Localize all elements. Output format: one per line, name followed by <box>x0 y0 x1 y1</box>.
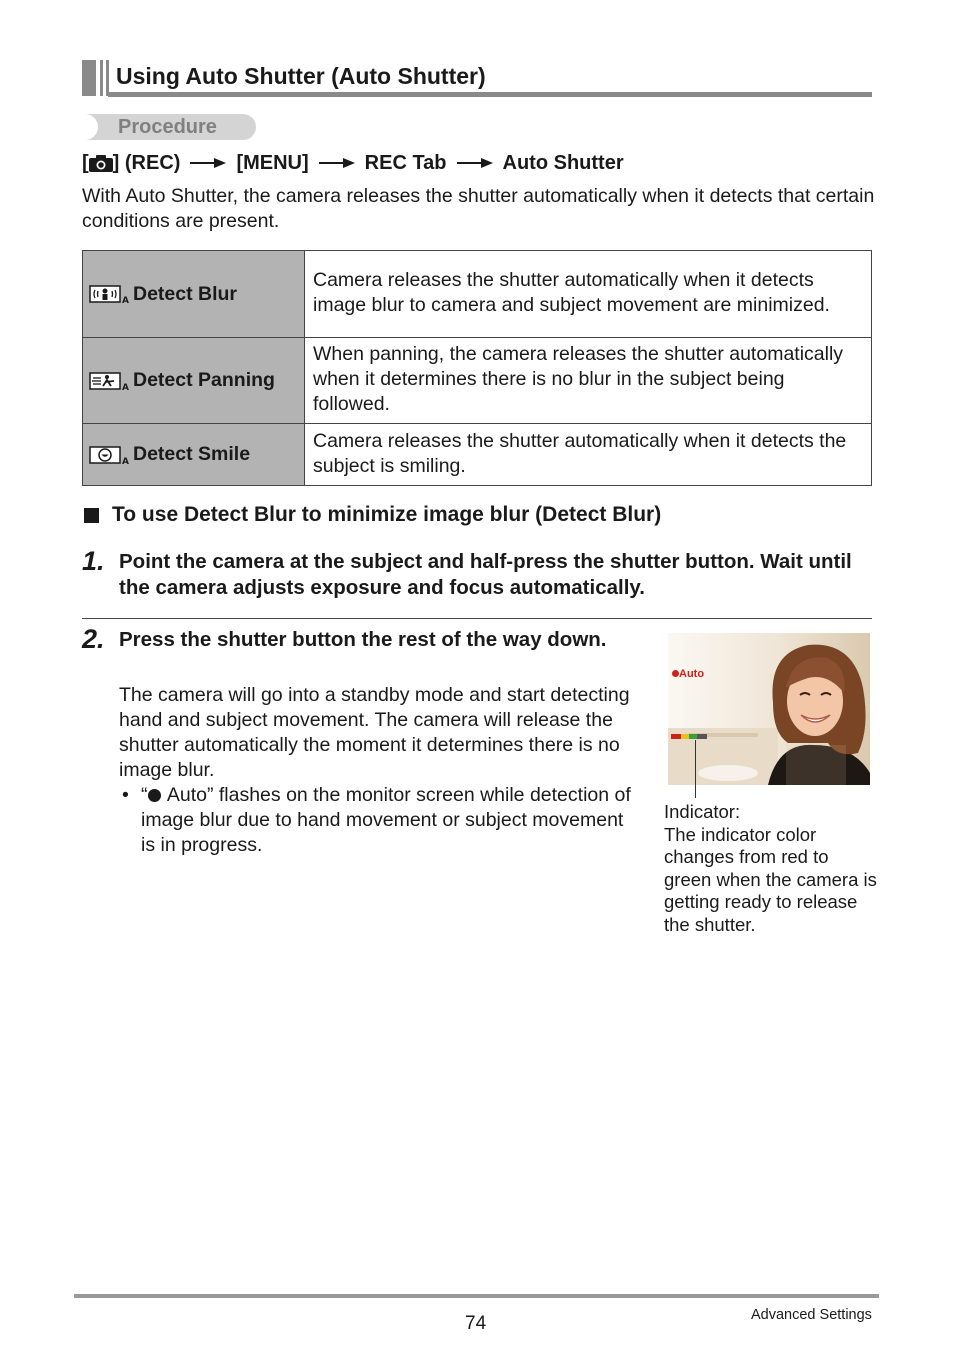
option-description: Camera releases the shutter automatically when it detects image blur to camera and subject movement are minimized. <box>305 251 872 338</box>
option-label-cell <box>83 338 305 424</box>
subheading <box>84 500 661 530</box>
indicator-caption <box>664 801 879 936</box>
intro-paragraph: With Auto Shutter, the camera releases the shutter automatically when it detects that certain conditions are present. <box>82 185 875 232</box>
arrow-right-icon <box>457 157 493 169</box>
caption-title: Indicator: <box>664 801 741 822</box>
detect-blur-icon <box>89 284 129 304</box>
step-instruction: Press the shutter button the rest of the way down. <box>119 628 607 651</box>
bullet-mark: • <box>122 784 129 806</box>
option-label: Detect Blur <box>133 282 238 305</box>
table-row <box>83 251 872 338</box>
detect-smile-icon <box>89 445 129 465</box>
table-row <box>83 424 872 486</box>
option-description: When panning, the camera releases the shutter automatically when it determines there is no blur in the subject being followed. <box>305 338 872 424</box>
record-dot-icon <box>148 789 161 802</box>
step-number: 2. <box>82 624 105 654</box>
svg-text:A: A <box>122 456 129 465</box>
bullet-text: “ Auto” flashes on the monitor screen while detection of image blur due to hand movement or subject movement is in progress. <box>141 784 631 856</box>
footer-rule <box>74 1294 879 1298</box>
camera-monitor-photo <box>668 633 870 785</box>
option-label-cell <box>83 251 305 338</box>
procedure-badge <box>84 114 256 140</box>
step-body: The camera will go into a standby mode and start detecting hand and subject movement. The camera will release the shutter automatically the moment it determines there is no image blur. <box>119 684 630 781</box>
menu-path-step-auto-shutter: Auto Shutter <box>502 152 624 174</box>
option-label: Detect Panning <box>133 369 275 391</box>
page-number: 74 <box>465 1313 487 1334</box>
options-table <box>82 250 872 486</box>
svg-text:A: A <box>122 296 129 305</box>
caption-text: The indicator color changes from red to green when the camera is getting ready to release the shutter. <box>664 823 877 935</box>
blur-indicator <box>671 734 707 739</box>
footer-section-name: Advanced Settings <box>751 1307 872 1323</box>
menu-path <box>82 149 624 177</box>
menu-path-step-rec-tab: REC Tab <box>364 152 447 174</box>
option-description: Camera releases the shutter automatically when it detects the subject is smiling. <box>305 424 872 486</box>
step-divider <box>82 618 872 619</box>
procedure-label: Procedure <box>118 116 217 138</box>
square-bullet-icon <box>84 508 99 523</box>
indicator-leader-line <box>695 740 696 798</box>
detect-panning-icon <box>89 371 129 391</box>
menu-path-rec: ] (REC) <box>112 152 181 174</box>
section-header-rule <box>108 92 872 97</box>
step-number: 1. <box>82 546 105 576</box>
step-instruction: Point the camera at the subject and half-press the shutter button. Wait until the camera adjusts exposure and focus automatically. <box>119 550 852 599</box>
arrow-right-icon <box>319 157 355 169</box>
menu-path-bracket-open: [ <box>82 152 89 174</box>
option-label-cell <box>83 424 305 486</box>
record-dot-icon <box>672 670 679 677</box>
table-row <box>83 338 872 424</box>
arrow-right-icon <box>190 157 226 169</box>
smiling-woman-photo <box>668 633 870 785</box>
option-label: Detect Smile <box>133 443 251 465</box>
subheading-text: To use Detect Blur to minimize image blur (Detect Blur) <box>112 503 662 526</box>
menu-path-step-menu: [MENU] <box>236 152 309 174</box>
auto-overlay-label: Auto <box>672 668 704 680</box>
section-title: Using Auto Shutter (Auto Shutter) <box>116 63 486 89</box>
camera-icon <box>89 155 113 172</box>
svg-text:A: A <box>122 382 129 391</box>
